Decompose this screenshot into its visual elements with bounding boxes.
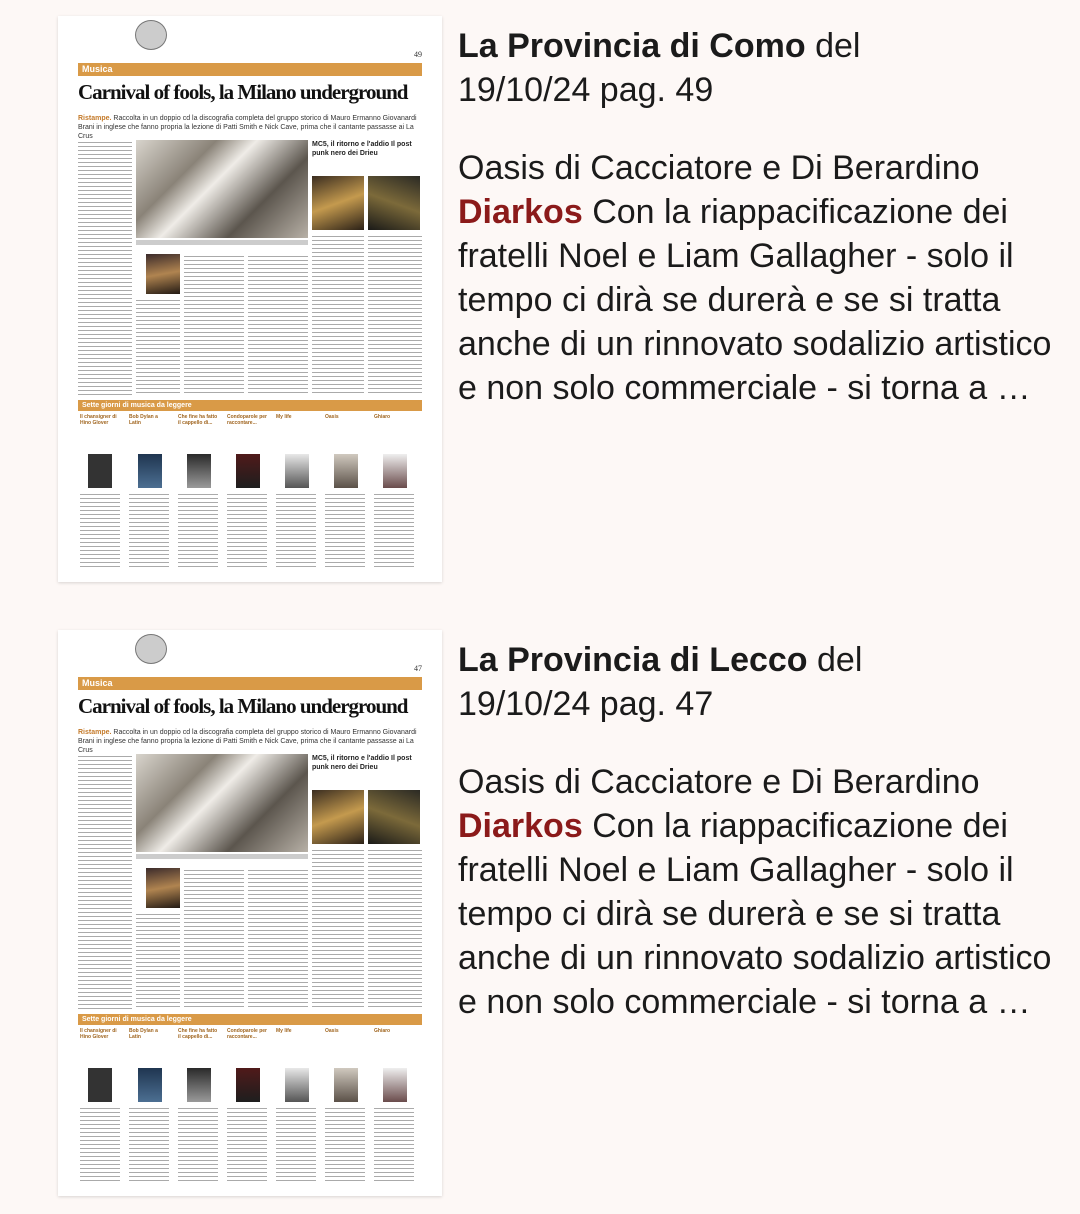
thumb-subheadline: Ristampe. Raccolta in un doppio cd la discografia completa del gruppo storico di Mauro Ermanno Giovanardi Brani in inglese che fanno propria la lezione di Patti Smith e Nick Cave, prima che il cantante passasse ai La Crus bbox=[78, 115, 417, 140]
text-column bbox=[136, 912, 180, 1010]
press-item-title[interactable] bbox=[458, 638, 1058, 726]
press-item-summary bbox=[458, 760, 1058, 1024]
text-column bbox=[136, 298, 180, 396]
newspaper-name: La Provincia di Lecco bbox=[458, 641, 808, 679]
text-column bbox=[248, 254, 308, 396]
press-item[interactable] bbox=[0, 614, 1080, 1214]
thumb-page-number: 49 bbox=[414, 50, 422, 59]
book-cover bbox=[88, 454, 112, 488]
mini-title: Ghiaro bbox=[374, 414, 391, 420]
text-column bbox=[178, 1106, 218, 1182]
album-cover bbox=[368, 790, 420, 844]
newspaper-page-thumbnail[interactable] bbox=[58, 630, 442, 1196]
mini-title: Oasis bbox=[325, 414, 339, 420]
mini-title: My life bbox=[276, 414, 292, 420]
article-headline: Oasis di Cacciatore e Di Berardino bbox=[458, 149, 980, 187]
thumb-side-headline: MC5, il ritorno e l'addio Il post punk nero dei Drieu bbox=[312, 755, 412, 771]
book-cover bbox=[334, 1068, 358, 1102]
thumb-subheadline: Ristampe. Raccolta in un doppio cd la discografia completa del gruppo storico di Mauro Ermanno Giovanardi Brani in inglese che fanno propria la lezione di Patti Smith e Nick Cave, prima che il cantante passasse ai La Crus bbox=[78, 729, 417, 754]
mini-title: Oasis bbox=[325, 1028, 339, 1034]
thumb-side-headline: MC5, il ritorno e l'addio Il post punk nero dei Drieu bbox=[312, 141, 412, 157]
text-column bbox=[368, 234, 422, 396]
mini-title: Condoparole per raccontare... bbox=[227, 414, 268, 426]
text-column bbox=[374, 492, 414, 568]
text-column bbox=[80, 492, 120, 568]
del-label: del bbox=[815, 27, 861, 65]
text-column bbox=[368, 848, 422, 1010]
mini-title: Il chansigner di Hino Glover bbox=[80, 414, 117, 426]
text-column bbox=[276, 1106, 316, 1182]
source-name: Diarkos bbox=[458, 807, 583, 845]
thumb-section-label: Musica bbox=[78, 677, 422, 690]
book-cover bbox=[88, 1068, 112, 1102]
press-item-summary bbox=[458, 146, 1058, 410]
article-excerpt: Con la riappacificazione dei fratelli Noel e Liam Gallagher - solo il tempo ci dirà se durerà e se si tratta anche di un rinnovato sodalizio artistico e non solo commerciale - si torna a … bbox=[458, 193, 1052, 407]
newspaper-name: La Provincia di Como bbox=[458, 27, 806, 65]
press-item-info bbox=[458, 638, 1058, 1024]
thumb-photo bbox=[136, 140, 308, 238]
article-excerpt: Con la riappacificazione dei fratelli Noel e Liam Gallagher - solo il tempo ci dirà se durerà e se si tratta anche di un rinnovato sodalizio artistico e non solo commerciale - si torna a … bbox=[458, 807, 1052, 1021]
book-cover bbox=[138, 454, 162, 488]
text-column bbox=[129, 1106, 169, 1182]
book-cover bbox=[285, 454, 309, 488]
text-column bbox=[248, 868, 308, 1010]
book-cover bbox=[236, 454, 260, 488]
text-column bbox=[178, 492, 218, 568]
album-cover bbox=[146, 254, 180, 294]
mini-title: My life bbox=[276, 1028, 292, 1034]
press-item-info bbox=[458, 24, 1058, 410]
album-cover bbox=[312, 790, 364, 844]
date-page: 19/10/24 pag. 47 bbox=[458, 685, 714, 723]
mini-title: Condoparole per raccontare... bbox=[227, 1028, 268, 1040]
del-label: del bbox=[817, 641, 863, 679]
book-cover bbox=[138, 1068, 162, 1102]
newspaper-page-thumbnail[interactable] bbox=[58, 16, 442, 582]
album-cover bbox=[146, 868, 180, 908]
text-column bbox=[184, 868, 244, 1010]
text-column bbox=[325, 492, 365, 568]
mini-title: Bob Dylan a Latin bbox=[129, 1028, 158, 1040]
album-cover bbox=[312, 176, 364, 230]
photo-caption bbox=[136, 854, 308, 859]
thumb-page-number: 47 bbox=[414, 664, 422, 673]
text-column bbox=[374, 1106, 414, 1182]
text-column bbox=[184, 254, 244, 396]
press-item[interactable] bbox=[0, 0, 1080, 600]
newspaper-logo-icon bbox=[135, 20, 167, 50]
thumb-headline: Carnival of fools, la Milano underground bbox=[78, 80, 408, 104]
book-cover bbox=[383, 454, 407, 488]
text-column bbox=[312, 234, 364, 396]
text-column bbox=[80, 1106, 120, 1182]
book-cover bbox=[187, 1068, 211, 1102]
text-column bbox=[78, 754, 132, 1010]
thumb-band-label: Sette giorni di musica da leggere bbox=[78, 1014, 422, 1025]
thumb-headline: Carnival of fools, la Milano underground bbox=[78, 694, 408, 718]
mini-title: Il chansigner di Hino Glover bbox=[80, 1028, 117, 1040]
book-cover bbox=[236, 1068, 260, 1102]
text-column bbox=[325, 1106, 365, 1182]
thumb-photo bbox=[136, 754, 308, 852]
text-column bbox=[78, 140, 132, 396]
text-column bbox=[227, 1106, 267, 1182]
mini-title: Che fine ha fatto il cappello di... bbox=[178, 414, 218, 426]
text-column bbox=[312, 848, 364, 1010]
mini-title: Ghiaro bbox=[374, 1028, 391, 1034]
press-item-title[interactable] bbox=[458, 24, 1058, 112]
article-headline: Oasis di Cacciatore e Di Berardino bbox=[458, 763, 980, 801]
source-name: Diarkos bbox=[458, 193, 583, 231]
thumb-section-label: Musica bbox=[78, 63, 422, 76]
photo-caption bbox=[136, 240, 308, 245]
album-cover bbox=[368, 176, 420, 230]
book-cover bbox=[187, 454, 211, 488]
mini-title: Bob Dylan a Latin bbox=[129, 414, 158, 426]
thumb-band-label: Sette giorni di musica da leggere bbox=[78, 400, 422, 411]
book-cover bbox=[334, 454, 358, 488]
book-cover bbox=[383, 1068, 407, 1102]
text-column bbox=[227, 492, 267, 568]
book-cover bbox=[285, 1068, 309, 1102]
newspaper-logo-icon bbox=[135, 634, 167, 664]
text-column bbox=[129, 492, 169, 568]
text-column bbox=[276, 492, 316, 568]
date-page: 19/10/24 pag. 49 bbox=[458, 71, 714, 109]
mini-title: Che fine ha fatto il cappello di... bbox=[178, 1028, 218, 1040]
